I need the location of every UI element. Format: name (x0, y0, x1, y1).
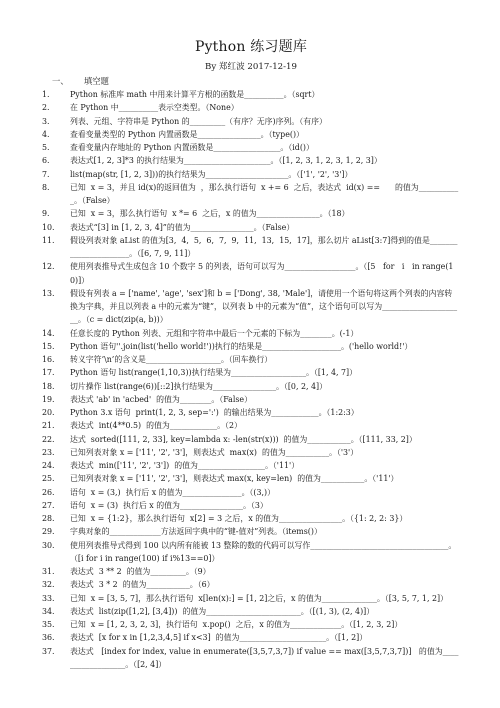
question-item (42, 340, 460, 353)
question-number: 37. (42, 646, 55, 656)
question-number: 26. (42, 487, 55, 497)
question-text: 使用列表推导式得到 100 以内所有能被 13 整除的数的代码可以写作___________________________________。（[i for i in range(100) if i%13==0]） (70, 540, 457, 563)
question-item (42, 446, 460, 459)
question-number: 25. (42, 474, 55, 484)
question-number: 2. (42, 103, 50, 113)
question-item (42, 207, 460, 220)
question-number: 35. (42, 620, 55, 630)
question-item (42, 539, 460, 566)
question-text: 查看变量类型的 Python 内置函数是________________。（type()） (70, 129, 304, 139)
question-number: 6. (42, 156, 50, 166)
question-text: Python 语句 list(range(1,10,3))执行结果为___________________。（[1, 4, 7]） (70, 368, 357, 378)
question-text: 已知 x = {1:2}，那么执行语句 x[2] = 3 之后，x 的值为________________。（{1: 2, 2: 3}） (70, 514, 408, 524)
section-number: 一、 (52, 76, 69, 86)
question-number: 3. (42, 116, 50, 126)
question-text: 表达式 [x for x in [1,2,3,4,5] if x<3] 的值为______________________。（[1, 2]） (70, 633, 368, 643)
question-item (42, 605, 460, 618)
question-item (42, 433, 460, 446)
question-text: 达式 sorted([111, 2, 33], key=lambda x: -len(str(x))) 的值为___________。（[111, 33, 2]） (70, 434, 417, 444)
question-item (42, 234, 460, 261)
question-number: 13. (42, 288, 55, 298)
question-item (42, 631, 460, 644)
question-item (42, 260, 460, 287)
question-item (42, 592, 460, 605)
question-number: 30. (42, 540, 55, 550)
question-number: 36. (42, 633, 55, 643)
question-number: 32. (42, 580, 55, 590)
question-item (42, 221, 460, 234)
document-title: Python 练习题库 (194, 39, 308, 55)
question-item (42, 406, 460, 419)
question-text: 假设有列表 a = ['name', 'age', 'sex']和 b = ['Dong', 38, 'Male']，请使用一个语句将这两个列表的内容转换为字典，并且以列表 a 中的元素为“键”，以列表 b 中的元素为“值”，这个语句可以写为_____________________。（c = dict(zip(a, b))） (70, 288, 458, 325)
question-number: 10. (42, 222, 55, 232)
question-text: 已知 x = 3，并且 id(x)的返回值为 ，那么执行语句 x += 6 之后，表达式 id(x) == 的值为___________。（False） (70, 182, 459, 206)
question-number: 22. (42, 434, 55, 444)
question-item (42, 88, 460, 101)
question-number: 23. (42, 447, 55, 457)
question-item (42, 141, 460, 154)
question-item (42, 393, 460, 406)
question-number: 4. (42, 129, 50, 139)
question-text: Python 标准库 math 中用来计算平方根的函数是__________。（sqrt） (70, 90, 320, 100)
question-text: 语句 x = (3) 执行后 x 的值为________________。（3） (70, 500, 268, 510)
question-text: 表达式 3 * 2 的值为___________。（6） (70, 580, 215, 590)
question-text: Python 语句''.join(list('hello world!'))执行的结果是____________________。('hello world!'） (70, 341, 413, 351)
question-item (42, 380, 460, 393)
question-text: list(map(str, [1, 2, 3]))的执行结果为_____________________。（['1', '2', '3']） (70, 169, 353, 179)
question-text: 查看变量内存地址的 Python 内置函数是_________________。（id()） (70, 143, 314, 153)
question-item (42, 499, 460, 512)
section-label: 填空题 (84, 76, 109, 86)
question-item (42, 618, 460, 631)
question-item (42, 472, 460, 485)
question-item (42, 287, 460, 327)
question-number: 31. (42, 567, 55, 577)
question-number: 8. (42, 182, 50, 192)
question-number: 18. (42, 381, 55, 391)
question-item (42, 486, 460, 499)
question-text: 任意长度的 Python 列表、元组和字符串中最后一个元素的下标为________。(-1） (70, 328, 359, 338)
question-text: 表达式 3 ** 2 的值为_________。（9） (70, 567, 211, 577)
section-heading (42, 75, 460, 88)
question-item (42, 525, 460, 538)
question-list (42, 88, 460, 671)
question-text: 表达式[1, 2, 3]*3 的执行结果为______________________。（[1, 2, 3, 1, 2, 3, 1, 2, 3]） (70, 156, 382, 166)
question-item (42, 327, 460, 340)
question-number: 21. (42, 421, 55, 431)
question-text: 语句 x = (3,) 执行后 x 的值为_______________。（(3,)） (70, 487, 275, 497)
question-item (42, 512, 460, 525)
question-item (42, 115, 460, 128)
question-number: 17. (42, 368, 55, 378)
question-item (42, 181, 460, 208)
question-number: 5. (42, 143, 50, 153)
question-number: 9. (42, 209, 50, 219)
question-number: 1. (42, 90, 50, 100)
question-number: 28. (42, 514, 55, 524)
question-item (42, 101, 460, 114)
question-text: 转义字符’\n’的含义是___________________。（回车换行） (70, 355, 273, 365)
question-text: 表达式 list(zip([1,2], [3,4])) 的值为________________________。（[(1, 3), (2, 4)]） (70, 606, 375, 616)
question-text: 使用列表推导式生成包含 10 个数字 5 的列表，语句可以写为__________________。（[5 for i in range(10)]） (70, 262, 454, 285)
question-item (42, 565, 460, 578)
question-item (42, 459, 460, 472)
question-item (42, 128, 460, 141)
question-number: 14. (42, 328, 55, 338)
question-item (42, 168, 460, 181)
question-text: 列表、元组、字符串是 Python 的_________（有序？无序)序列。（有序） (70, 116, 327, 126)
question-number: 7. (42, 169, 50, 179)
question-number: 34. (42, 606, 55, 616)
question-text: 表达式 int(4**0.5) 的值为____________。（2） (70, 421, 242, 431)
question-text: 表达式“[3] in [1, 2, 3, 4]”的值为________________。（False） (70, 222, 295, 232)
question-item (42, 645, 460, 672)
question-number: 24. (42, 461, 55, 471)
question-text: Python 3.x 语句 print(1, 2, 3, sep=':') 的输出结果为____________。（1:2:3） (70, 408, 359, 418)
question-item (42, 154, 460, 167)
question-number: 27. (42, 500, 55, 510)
question-number: 15. (42, 341, 55, 351)
question-number: 29. (42, 527, 55, 537)
question-number: 33. (42, 593, 55, 603)
question-text: 已知列表对象 x = ['11', '2', '3']，则表达式 max(x) 的值为___________。（'3'） (70, 447, 359, 457)
question-text: 字典对象的_____________方法返回字典中的“键-值对”列表。（items()） (70, 527, 322, 537)
question-text: 切片操作 list(range(6))[::2]执行结果为________________。（[0, 2, 4]） (70, 381, 327, 391)
question-number: 16. (42, 355, 55, 365)
question-text: 已知列表对象 x = ['11', '2', '3']，则表达式 max(x, key=len) 的值为___________。（'11'） (70, 474, 399, 484)
question-number: 11. (42, 235, 55, 245)
question-text: 在 Python 中__________表示空类型。（None） (70, 103, 239, 113)
question-number: 20. (42, 408, 55, 418)
question-item (42, 419, 460, 432)
question-text: 表达式 [index for index, value in enumerate([3,5,7,3,7]) if value == max([3,5,7,3,7])] 的值为__________________。（[2, 4]） (70, 646, 459, 669)
question-number: 19. (42, 394, 55, 404)
question-text: 已知 x = [1, 2, 3, 2, 3]，执行语句 x.pop() 之后，x 的值为_____________。（[1, 2, 3, 2]） (70, 620, 403, 630)
question-text: 假设列表对象 aList 的值为[3, 4, 5, 6, 7, 9, 11, 13, 15, 17]，那么切片 aList[3:7]得到的值是______________________。（[6, 7, 9, 11]） (70, 235, 458, 259)
question-text: 已知 x = 3，那么执行语句 x *= 6 之后，x 的值为________________。（18） (70, 209, 350, 219)
question-item (42, 353, 460, 366)
document-byline: By 郑红波 2017-12-19 (205, 62, 297, 72)
question-item (42, 366, 460, 379)
question-item (42, 578, 460, 591)
question-number: 12. (42, 262, 55, 272)
question-text: 已知 x = [3, 5, 7]，那么执行语句 x[len(x):] = [1, 2]之后，x 的值为______________。（[3, 5, 7, 1, 2]） (70, 593, 448, 603)
question-text: 表达式 min(['11', '2', '3']) 的值为_________________。（'11'） (70, 461, 300, 471)
question-text: 表达式 'ab' in 'acbed' 的值为________。（False） (70, 394, 252, 404)
